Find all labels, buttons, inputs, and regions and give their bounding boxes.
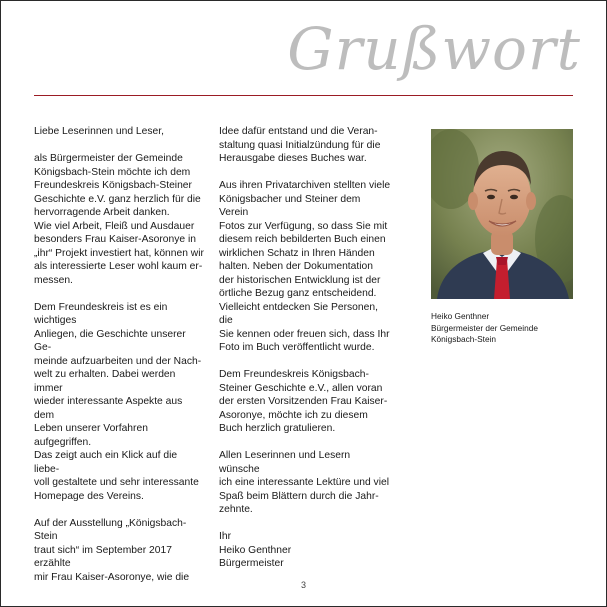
text-line: Das zeigt auch ein Klick auf die liebe- — [34, 450, 178, 475]
text-line: Leben unserer Vorfahren aufgegriffen. — [34, 423, 148, 448]
text-line: wirklichen Schatz in Ihren Händen — [219, 247, 375, 259]
caption-name: Heiko Genthner — [431, 311, 490, 321]
text-column-middle — [219, 125, 391, 584]
paragraph-wishes — [219, 449, 391, 517]
text-line: der ersten Vorsitzenden Frau Kaiser- — [219, 396, 388, 407]
paragraph-archives — [219, 179, 391, 355]
text-line: diesem reich bebilderten Buch einen — [219, 234, 386, 245]
text-line: Steiner Geschichte e.V., allen voran — [219, 382, 383, 394]
text-line: Fotos zur Verfügung, so dass Sie mit — [219, 220, 388, 232]
text-line: Spaß beim Blättern durch die Jahr- — [219, 490, 379, 502]
paragraph-thanks — [34, 152, 204, 220]
text-line: halten. Neben der Dokumentation — [219, 261, 373, 272]
text-line: Herausgabe dieses Buches war. — [219, 153, 367, 164]
text-line: messen. — [34, 274, 73, 286]
text-line: Allen Leserinnen und Lesern wünsche — [219, 450, 351, 475]
text-line: Vielleicht entdecken Sie Personen, die — [219, 301, 378, 326]
text-line: voll gestaltete und sehr interessante — [34, 477, 199, 488]
portrait-photo — [431, 129, 573, 299]
page-number: 3 — [300, 580, 306, 590]
text-line: traut sich“ im September 2017 erzählte — [34, 544, 172, 569]
text-line: Aus ihren Privatarchiven stellten viele — [219, 180, 391, 191]
text-line: wieder interessante Aspekte aus dem — [34, 396, 183, 421]
text-line: staltung quasi Initialzündung für die — [219, 139, 381, 151]
paragraph-association — [34, 301, 204, 504]
text-line: Anliegen, die Geschichte unserer Ge- — [34, 328, 186, 353]
caption-role: Bürgermeister der Gemeinde — [431, 322, 538, 333]
text-line: Asoronye, möchte ich zu diesem — [219, 409, 368, 421]
text-line: ich eine interessante Lektüre und viel — [219, 477, 390, 488]
text-line: besonders Frau Kaiser-Asoronye in — [34, 234, 196, 245]
text-line: „ihr“ Projekt investiert hat, können wir — [34, 247, 204, 259]
text-line: örtliche Bezug ganz entscheidend. — [219, 288, 377, 299]
text-line: Buch herzlich gratulieren. — [219, 423, 336, 434]
text-line: meinde aufzuarbeiten und der Nach- — [34, 355, 202, 367]
text-line: Auf der Ausstellung „Königsbach-Stein — [34, 517, 187, 542]
text-line: zehnte. — [219, 504, 253, 515]
text-line: mir Frau Kaiser-Asoronye, wie die — [34, 571, 190, 583]
text-line: Wie viel Arbeit, Fleiß und Ausdauer — [34, 220, 195, 232]
paragraph-exhibition — [34, 517, 204, 585]
text-line: Sie kennen oder freuen sich, dass Ihr — [219, 328, 390, 340]
paragraph-idea — [219, 125, 391, 166]
text-line: Dem Freundeskreis Königsbach- — [219, 369, 369, 380]
text-line: Geschichte e.V. ganz herzlich für die — [34, 193, 201, 205]
signature-name: Heiko Genthner — [219, 544, 292, 556]
text-line: welt zu erhalten. Dabei werden immer — [34, 369, 176, 394]
text-line: Dem Freundeskreis ist es ein wichtiges — [34, 301, 168, 326]
salutation: Liebe Leserinnen und Leser, — [34, 126, 164, 137]
text-line: Königsbacher und Steiner dem Verein — [219, 193, 361, 218]
caption-place: Königsbach-Stein — [431, 334, 497, 344]
page-heading: Grußwort — [287, 15, 581, 83]
text-line: als Bürgermeister der Gemeinde — [34, 153, 183, 164]
signature-block — [219, 530, 391, 571]
paragraph-effort — [34, 220, 204, 288]
paragraph-congratulations — [219, 368, 391, 436]
photo-caption — [431, 311, 581, 346]
text-line: der historischen Entwicklung ist der — [219, 274, 381, 286]
text-line: Homepage des Vereins. — [34, 490, 144, 502]
text-line: als interessierte Leser wohl kaum er- — [34, 261, 203, 272]
heading-rule — [34, 95, 573, 96]
text-line: Freundeskreis Königsbach-Steiner — [34, 180, 192, 191]
closing: Ihr — [219, 531, 232, 542]
text-line: Königsbach-Stein möchte ich dem — [34, 166, 191, 178]
signature-title: Bürgermeister — [219, 558, 284, 569]
text-line: hervorragende Arbeit danken. — [34, 207, 170, 218]
text-line: Foto im Buch veröffentlicht wurde. — [219, 342, 375, 353]
text-line: Idee dafür entstand und die Veran- — [219, 126, 378, 137]
text-column-left — [34, 125, 204, 598]
